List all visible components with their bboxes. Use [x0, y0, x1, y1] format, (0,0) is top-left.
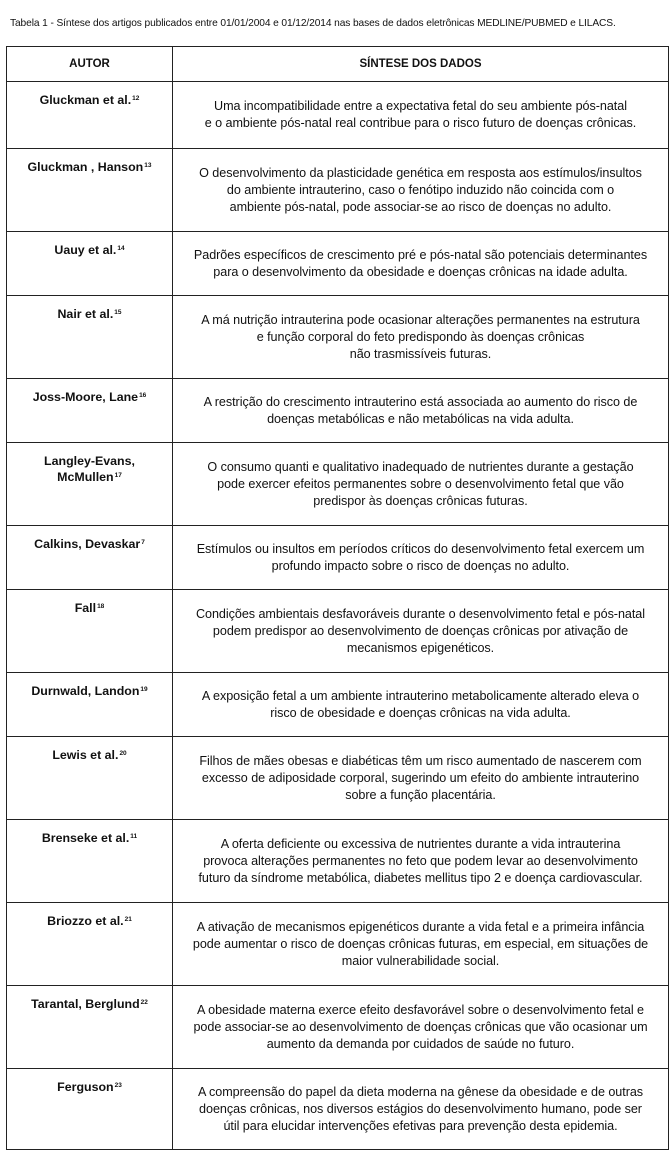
synthesis-line: A exposição fetal a um ambiente intrauterino metabolicamente alterado eleva o: [201, 688, 640, 703]
author-name: Calkins, Devaskar: [34, 537, 141, 551]
synthesis-line: pode associar-se ao desenvolvimento de doenças crônicas que vão ocasionar um: [193, 1019, 648, 1034]
synthesis-line: maior vulnerabilidade social.: [341, 953, 500, 968]
author-name: Gluckman et al.: [39, 93, 132, 107]
synthesis-line: Condições ambientais desfavoráveis durante o desenvolvimento fetal e pós-natal: [195, 606, 646, 621]
synthesis-cell: [173, 379, 669, 443]
synthesis-cell: [173, 820, 669, 903]
synthesis-line: O desenvolvimento da plasticidade genética em resposta aos estímulos/insultos: [199, 165, 642, 180]
author-name: Fall: [74, 601, 97, 615]
synthesis-cell: [173, 149, 669, 232]
synthesis-cell: [173, 296, 669, 379]
synthesis-line: A restrição do crescimento intrauterino está associada ao aumento do risco de: [203, 394, 638, 409]
author-name: Uauy et al.: [54, 243, 117, 257]
table-row: [7, 590, 669, 673]
synthesis-line: profundo impacto sobre o risco de doenças no adulto.: [271, 558, 570, 573]
author-cell: [7, 443, 173, 526]
synthesis-cell: [173, 526, 669, 590]
table-body: [7, 82, 669, 1150]
synthesis-line: aumento da demanda por cuidados de saúde no futuro.: [266, 1036, 575, 1051]
author-cell: [7, 82, 173, 149]
author-name: Briozzo et al.: [47, 914, 124, 928]
synthesis-line: e o ambiente pós-natal real contribue para o risco futuro de doenças crônicas.: [204, 116, 637, 130]
synthesis-line: A oferta deficiente ou excessiva de nutrientes durante a vida intrauterina: [220, 836, 621, 851]
synthesis-line: A obesidade materna exerce efeito desfavorável sobre o desenvolvimento fetal e: [197, 1002, 644, 1017]
reference-number: 19: [140, 686, 148, 693]
table-row: [7, 526, 669, 590]
reference-number: 7: [141, 539, 145, 546]
reference-number: 21: [124, 916, 132, 923]
synthesis-cell: [173, 1069, 669, 1150]
header-synthesis: SÍNTESE DOS DADOS: [173, 47, 669, 82]
synthesis-line: predispor às doenças crônicas futuras.: [313, 493, 528, 508]
reference-number: 13: [144, 162, 152, 169]
synthesis-line: A ativação de mecanismos epigenéticos durante a vida fetal e a primeira infância: [196, 919, 645, 934]
table-row: [7, 232, 669, 296]
table-row: [7, 820, 669, 903]
author-cell: [7, 737, 173, 820]
author-name: Lewis et al.: [52, 748, 119, 762]
table-row: [7, 296, 669, 379]
author-name: Durnwald, Landon: [31, 684, 140, 698]
reference-number: 23: [114, 1082, 122, 1089]
table-row: [7, 737, 669, 820]
reference-number: 15: [114, 309, 122, 316]
synthesis-line: podem predispor ao desenvolvimento de doenças crônicas por ativação de: [212, 623, 629, 638]
table-row: [7, 443, 669, 526]
author-cell: [7, 820, 173, 903]
synthesis-line: provoca alterações permanentes no feto que podem levar ao desenvolvimento: [203, 853, 638, 868]
synthesis-line: doenças metabólicas e não metabólicas na vida adulta.: [267, 411, 574, 426]
synthesis-line: útil para elucidar intervenções efetivas para prevenção desta epidemia.: [223, 1118, 618, 1133]
synthesis-cell: [173, 737, 669, 820]
synthesis-line: pode aumentar o risco de doenças crônicas futuras, em especial, em situações de: [192, 936, 649, 951]
synthesis-line: A compreensão do papel da dieta moderna na gênese da obesidade e de outras: [197, 1084, 644, 1099]
author-cell: [7, 526, 173, 590]
synthesis-line: não trasmissíveis futuras.: [349, 346, 492, 361]
synthesis-table: [6, 46, 669, 1150]
author-name: Ferguson: [57, 1080, 114, 1094]
table-row: [7, 1069, 669, 1150]
synthesis-cell: [173, 232, 669, 296]
synthesis-line: futuro da síndrome metabólica, diabetes mellitus tipo 2 e doença cardiovascular.: [198, 870, 643, 885]
synthesis-line: A má nutrição intrauterina pode ocasionar alterações permanentes na estrutura: [201, 312, 640, 327]
reference-number: 17: [114, 472, 122, 479]
synthesis-line: para o desenvolvimento da obesidade e doenças crônicas na idade adulta.: [213, 264, 628, 279]
synthesis-cell: [173, 903, 669, 986]
reference-number: 12: [132, 95, 140, 102]
author-name: Tarantal, Berglund: [31, 997, 140, 1011]
reference-number: 16: [139, 392, 147, 399]
synthesis-line: sobre a função placentária.: [345, 787, 496, 802]
author-cell: [7, 296, 173, 379]
author-cell: [7, 379, 173, 443]
synthesis-cell: [173, 673, 669, 737]
author-cell: [7, 149, 173, 232]
synthesis-cell: [173, 82, 669, 149]
synthesis-line: mecanismos epigenéticos.: [346, 640, 495, 655]
reference-number: 20: [119, 750, 127, 757]
table-caption: Tabela 1 - Síntese dos artigos publicados entre 01/01/2004 e 01/12/2014 nas bases de dados eletrônicas MEDLINE/PUBMED e LILACS.: [10, 18, 616, 29]
table-row: [7, 82, 669, 149]
synthesis-cell: [173, 986, 669, 1069]
synthesis-cell: [173, 443, 669, 526]
reference-number: 11: [130, 833, 138, 840]
synthesis-line: Estímulos ou insultos em períodos críticos do desenvolvimento fetal exercem um: [196, 541, 645, 556]
author-name: Gluckman , Hanson: [27, 160, 144, 174]
synthesis-line: O consumo quanti e qualitativo inadequado de nutrientes durante a gestação: [207, 459, 634, 474]
table-row: [7, 379, 669, 443]
header-author: AUTOR: [7, 47, 173, 82]
reference-number: 22: [140, 999, 148, 1006]
synthesis-line: Uma incompatibilidade entre a expectativa fetal do seu ambiente pós-natal: [214, 99, 627, 113]
table-row: [7, 149, 669, 232]
author-cell: [7, 232, 173, 296]
synthesis-line: pode exercer efeitos permanentes sobre o desenvolvimento fetal que vão: [217, 476, 624, 491]
author-name: Brenseke et al.: [41, 831, 130, 845]
synthesis-line: risco de obesidade e doenças crônicas na vida adulta.: [270, 705, 571, 720]
synthesis-line: doenças crônicas, nos diversos estágios do desenvolvimento humano, pode ser: [199, 1101, 642, 1116]
author-name-line2: McMullen: [57, 470, 114, 484]
synthesis-line: Filhos de mães obesas e diabéticas têm um risco aumentado de nascerem com: [199, 753, 642, 768]
synthesis-line: ambiente pós-natal, pode associar-se ao risco de doenças no adulto.: [229, 199, 612, 214]
author-cell: [7, 1069, 173, 1150]
synthesis-line: do ambiente intrauterino, caso o fenótipo induzido não coincida com o: [226, 182, 615, 197]
table-row: [7, 903, 669, 986]
reference-number: 14: [117, 245, 125, 252]
synthesis-line: excesso de adiposidade corporal, sugerindo um efeito do ambiente intrauterino: [201, 770, 640, 785]
author-name: Langley-Evans,: [44, 454, 135, 468]
table-row: [7, 986, 669, 1069]
author-name: Nair et al.: [57, 307, 114, 321]
synthesis-line: Padrões específicos de crescimento pré e pós-natal são potenciais determinantes: [193, 247, 648, 262]
reference-number: 18: [97, 603, 105, 610]
author-cell: [7, 673, 173, 737]
synthesis-line: e função corporal do feto predispondo às doenças crônicas: [256, 329, 585, 344]
author-name: Joss-Moore, Lane: [32, 390, 139, 404]
author-cell: [7, 590, 173, 673]
author-cell: [7, 986, 173, 1069]
author-cell: [7, 903, 173, 986]
table-header-row: [7, 47, 669, 82]
synthesis-cell: [173, 590, 669, 673]
table-row: [7, 673, 669, 737]
